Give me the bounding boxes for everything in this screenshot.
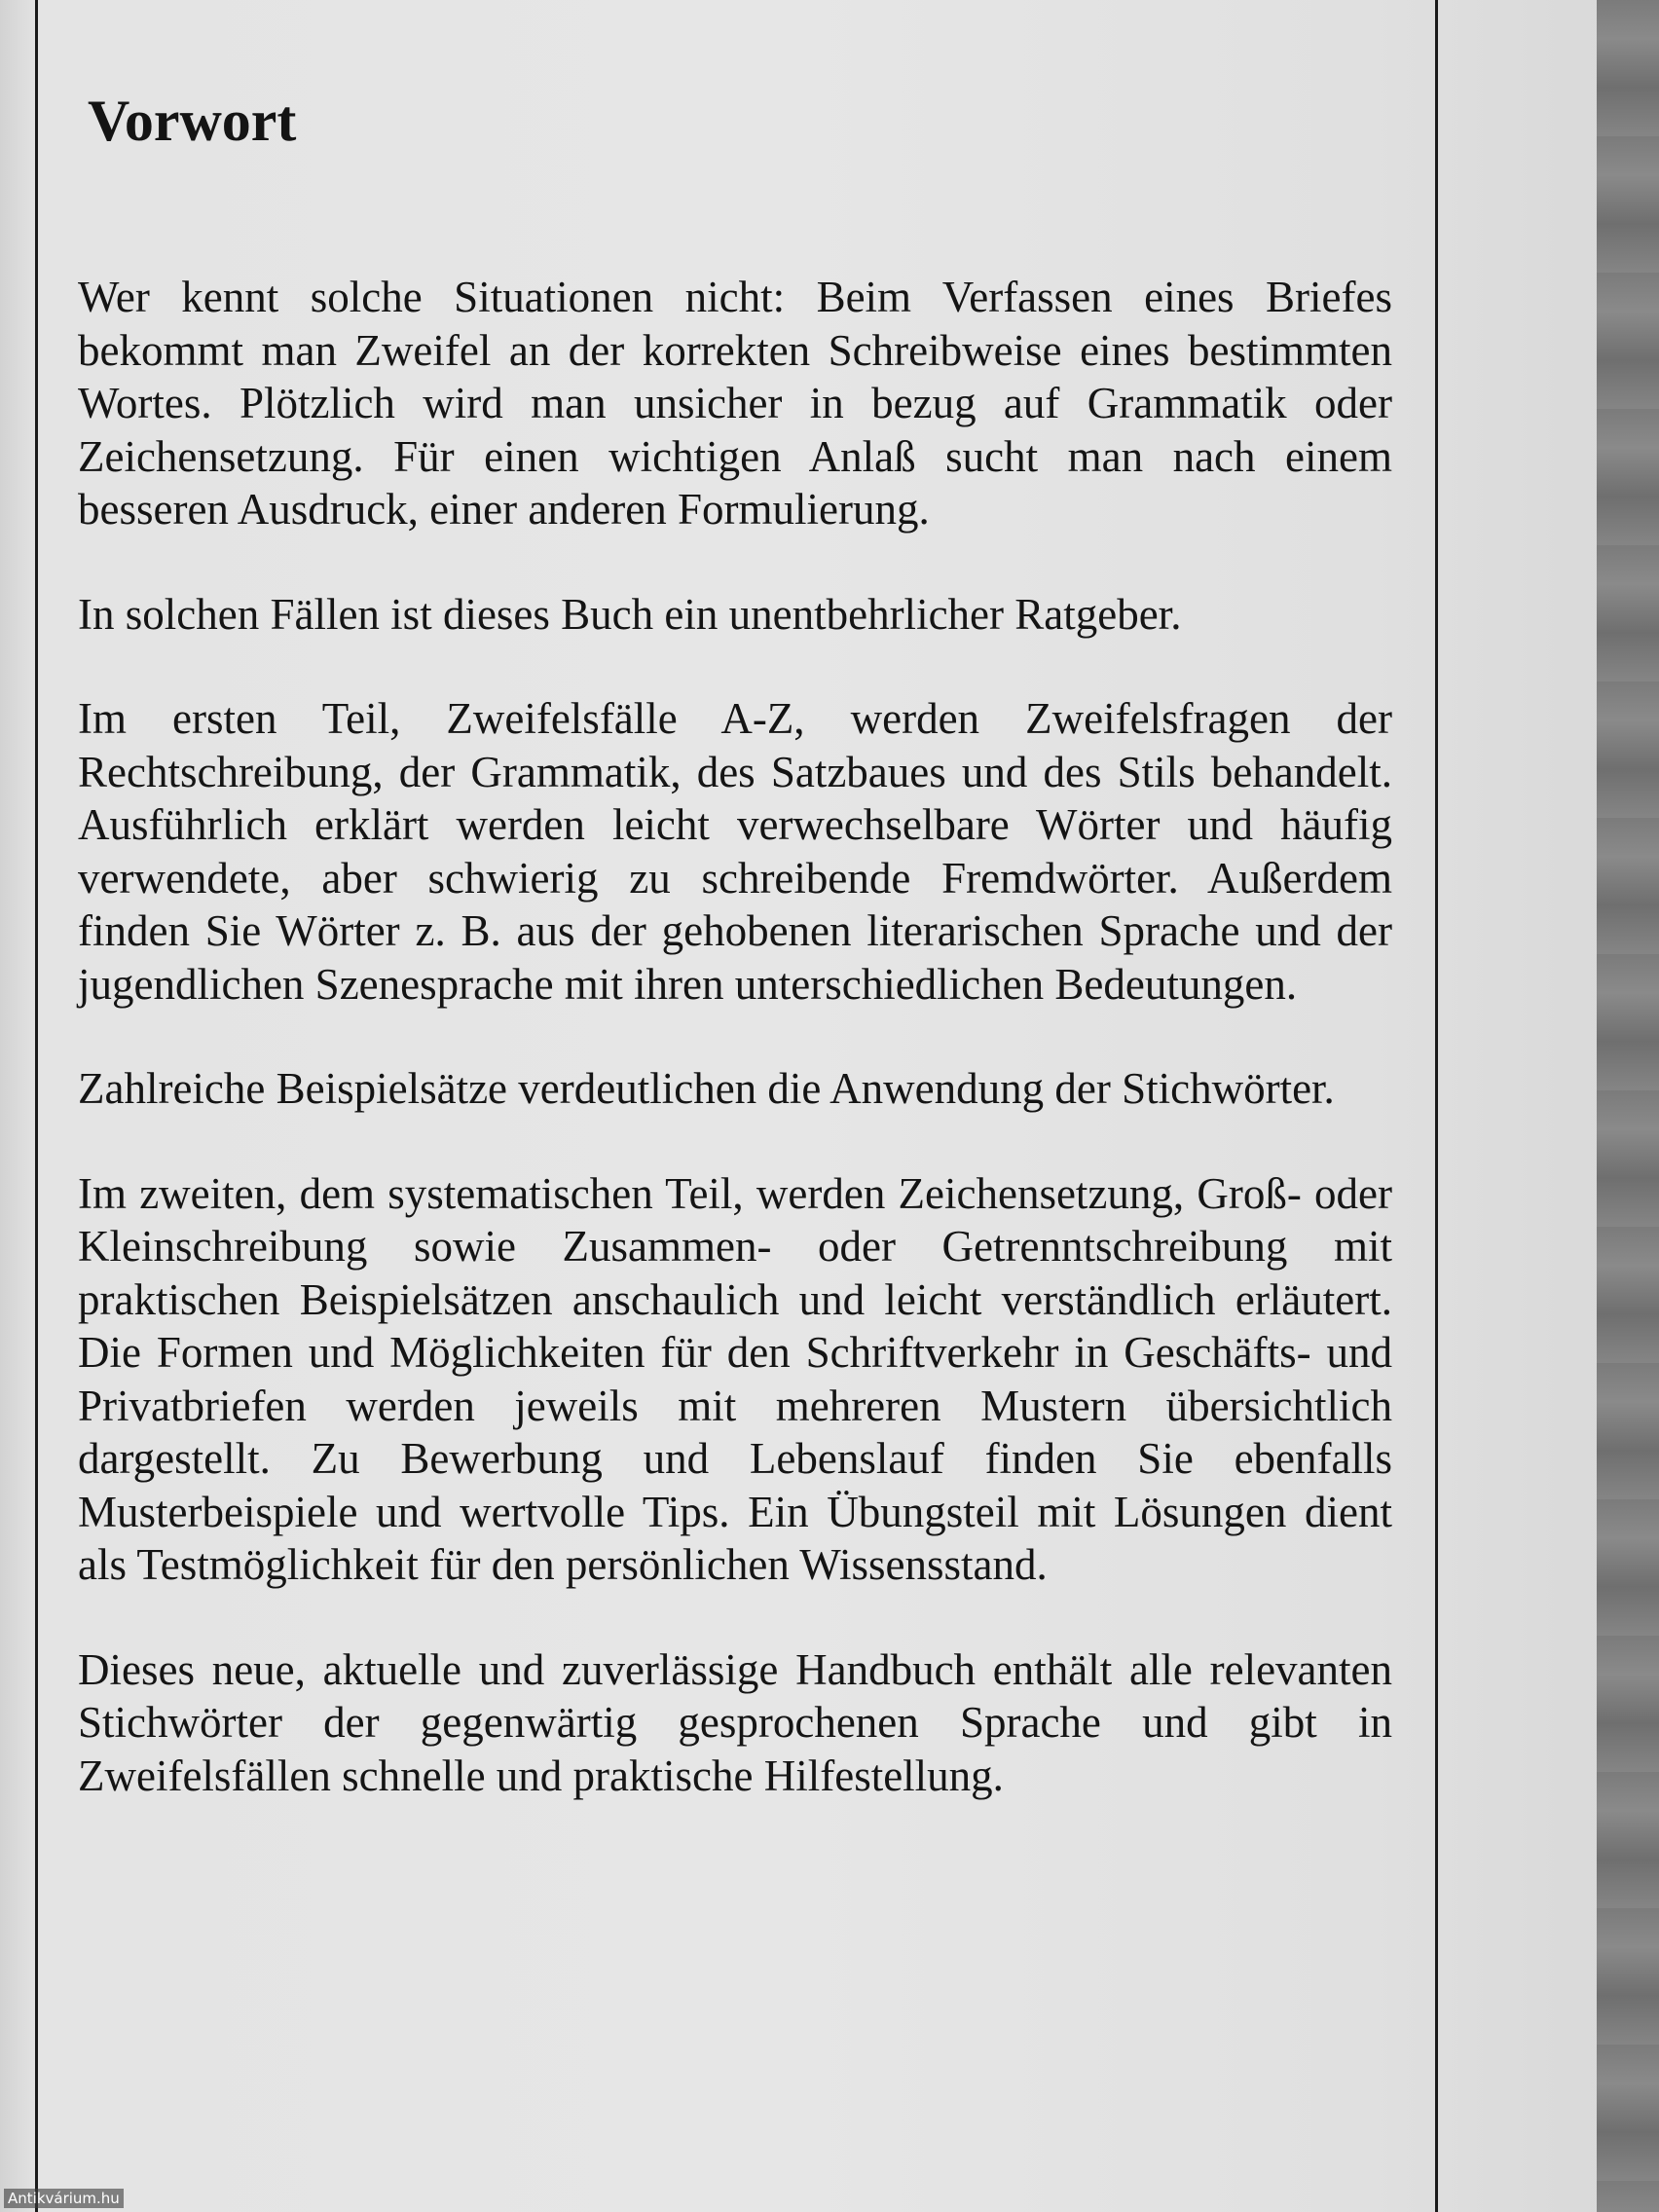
- page-title: Vorwort: [88, 89, 297, 153]
- paragraph-intro: Wer kennt solche Situationen nicht: Beim Verfassen eines Briefes bekommt man Zweifel an der korrekten Schreibweise eines bestimmten Wortes. Plötzlich wird man unsicher in bezug auf Grammatik oder Zeichensetzung. Für einen wichtigen Anlaß sucht man nach einem besseren Ausdruck, einer anderen Formulierung.: [78, 273, 1392, 534]
- paragraph-zweiter-teil: Im zweiten, dem systematischen Teil, werden Zeichensetzung, Groß- oder Kleinschreibung sowie Zusammen- oder Getrenntschreibung mit praktischen Beispielsätzen anschaulich und leicht verständlich erläutert. Die Formen und Möglichkeiten für den Schriftverkehr in Geschäfts- und Privatbriefen werden jeweils mit mehreren Mustern übersichtlich dargestellt. Zu Bewerbung und Lebenslauf finden Sie ebenfalls Musterbeispiele und wertvolle Tips. Ein Übungsteil mit Lösungen dient als Testmöglichkeit für den persönlichen Wissensstand.: [78, 1168, 1392, 1589]
- page-frame-left-rule: [35, 0, 38, 2212]
- watermark-label: Antikvárium.hu: [4, 2189, 124, 2208]
- paragraph-ratgeber: In solchen Fällen ist dieses Buch ein unentbehrlicher Ratgeber.: [78, 589, 1182, 639]
- book-edge-strip: [1597, 0, 1659, 2212]
- page-frame-right-rule: [1435, 0, 1438, 2212]
- paragraph-erster-teil: Im ersten Teil, Zweifelsfälle A-Z, werden Zweifelsfragen der Rechtschreibung, der Grammatik, des Satzbaues und des Stils behandelt. Ausführlich erklärt werden leicht verwechselbare Wörter und häufig verwendete, aber schwierig zu schreibende Fremdwörter. Außerdem finden Sie Wörter z. B. aus der gehobenen literarischen Sprache und der jugendlichen Szenesprache mit ihren unterschiedlichen Bedeutungen.: [78, 694, 1392, 1009]
- paragraph-handbuch: Dieses neue, aktuelle und zuverlässige Handbuch enthält alle relevanten Stichwörter der gegenwärtig gesprochenen Sprache und gibt in Zweifelsfällen schnelle und praktische Hilfestellung.: [78, 1644, 1392, 1800]
- page-content: [78, 86, 1392, 1802]
- paragraph-beispielsaetze: Zahlreiche Beispielsätze verdeutlichen die Anwendung der Stichwörter.: [78, 1064, 1335, 1113]
